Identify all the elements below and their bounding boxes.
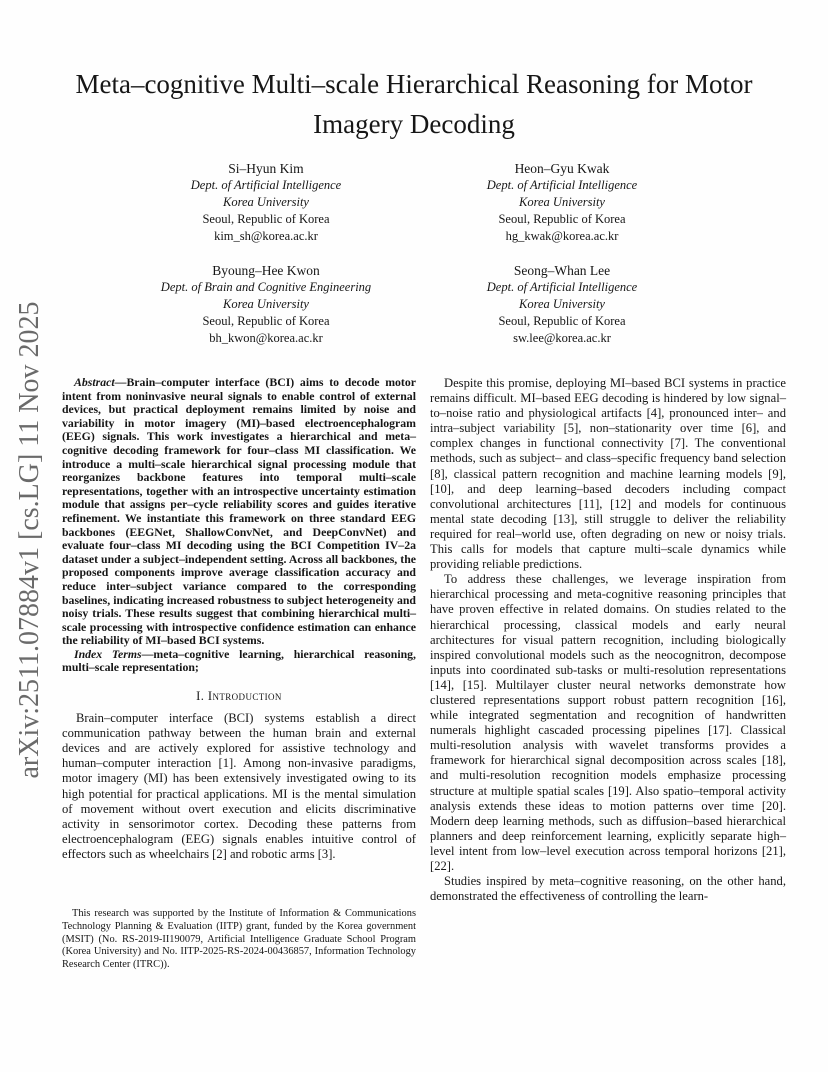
- author-email: kim_sh@korea.ac.kr: [214, 229, 318, 243]
- left-column: [62, 376, 416, 862]
- paper-title: Meta–cognitive Multi–scale Hierarchical Reasoning for Motor Imagery Decoding: [75, 69, 753, 139]
- author-university: Korea University: [519, 297, 605, 311]
- author-university: Korea University: [519, 195, 605, 209]
- author-department: Dept. of Brain and Cognitive Engineering: [160, 280, 372, 294]
- index-terms-label: Index Terms: [74, 646, 142, 661]
- author-email: sw.lee@korea.ac.kr: [513, 331, 611, 345]
- author-email: hg_kwak@korea.ac.kr: [505, 229, 619, 243]
- author-department: Dept. of Artificial Intelligence: [190, 178, 342, 192]
- author-location: Seoul, Republic of Korea: [498, 314, 626, 328]
- author-email: bh_kwon@korea.ac.kr: [209, 331, 323, 345]
- authors-row-1: [0, 160, 828, 245]
- author-block-3: [121, 262, 411, 347]
- author-block-1: [121, 160, 411, 245]
- body-paragraph: Despite this promise, deploying MI–based BCI systems in practice remains difficult. MI–based EEG decoding is hindered by low signal–to–noise ratio and physiological artifacts [4], pronounced inter– and intra–subject variability [5], non–stationarity over time [6], and complex changes in functional connectivity [7]. The conventional methods, such as subject– and class–specific frequency band selection [8], classical pattern recognition and machine learning models [9], [10], and deep learning–based decoders including compact convolutional architectures [11], [12] and models for continuous mental state decoding [13], still struggle to deliver the reliability required for real–world use, often degrading on new or noisy trials. This calls for models that capture multi–scale dynamics while providing reliable predictions.: [430, 376, 786, 572]
- authors-row-2: [0, 262, 828, 347]
- author-department: Dept. of Artificial Intelligence: [486, 280, 638, 294]
- section-heading-introduction: I. Introduction: [196, 689, 282, 704]
- intro-paragraph: Brain–computer interface (BCI) systems establish a direct communication pathway between the human brain and external devices and are actively explored for assistive technology and human–computer interaction [1]. Among non-invasive paradigms, motor imagery (MI) has been extensively investigated owing to its high potential for practical applications. MI is the mental simulation of movement without overt execution and elicits discriminative activity in sensorimotor cortex. Decoding these patterns from electroencephalogram (EEG) signals enables intuitive control of effectors such as wheelchairs [2] and robotic arms [3].: [62, 711, 416, 861]
- funding-footnote: This research was supported by the Institute of Information & Communications Technology Planning & Evaluation (IITP) grant, funded by the Korea government (MSIT) (No. RS-2019-II190079, Artificial Intelligence Graduate School Program (Korea University) and No. IITP-2025-RS-2024-00436857, Information Technology Research Center (ITRC)).: [62, 908, 416, 971]
- author-block-2: [417, 160, 707, 245]
- author-university: Korea University: [223, 297, 309, 311]
- author-location: Seoul, Republic of Korea: [202, 314, 330, 328]
- author-location: Seoul, Republic of Korea: [498, 212, 626, 226]
- author-department: Dept. of Artificial Intelligence: [486, 178, 638, 192]
- author-location: Seoul, Republic of Korea: [202, 212, 330, 226]
- author-name: Byoung–Hee Kwon: [212, 263, 320, 278]
- author-name: Si–Hyun Kim: [228, 161, 304, 176]
- author-name: Seong–Whan Lee: [513, 263, 611, 278]
- author-university: Korea University: [223, 195, 309, 209]
- body-paragraph: To address these challenges, we leverage inspiration from hierarchical processing and meta-cognitive reasoning principles that have proven effective in related domains. On studies related to the hierarchical processing, classical models and early neural architectures for visual pattern recognition, including biologically inspired convolutional models such as the neocognitron, decompose inputs into coordinated sub-tasks or multi-resolution representations [14], [15]. Multilayer cluster neural networks demonstrate how clustered representations support robust pattern recognition [16], while integrated segmentation and recognition of handwritten numerals highlight cascaded processing pipelines [17]. Classical multi-resolution analysis with wavelet transforms provides a framework for hierarchical signal decomposition across scales [18], and multi-resolution recognition models emphasize processing structure at multiple spatial scales [19]. Also spatio–temporal activity analysis extends these ideas to motion patterns over time [20]. Modern deep learning methods, such as diffusion–based hierarchical planners and deep reinforcement learning, explicitly separate high–level intent from low–level execution across temporal horizons [21], [22].: [430, 572, 786, 873]
- arxiv-watermark: arXiv:2511.07884v1 [cs.LG] 11 Nov 2025: [14, 301, 45, 779]
- index-terms: [62, 648, 416, 675]
- abstract-label: Abstract: [74, 375, 115, 389]
- author-name: Heon–Gyu Kwak: [514, 161, 610, 176]
- abstract: [62, 376, 416, 648]
- author-block-4: [417, 262, 707, 347]
- abstract-text: —Brain–computer interface (BCI) aims to decode motor intent from noninvasive neural signals to enable control of external devices, but practical deployment remains limited by noise and variability in motor imagery (MI)–based electroencephalogram (EEG) signals. This work investigates a hierarchical and meta–cognitive decoding framework for four–class MI classification. We introduce a multi–scale hierarchical signal processing module that reorganizes backbone features into temporal multi–scale representations, together with an introspective uncertainty estimation module that assigns per–cycle reliability scores and guides iterative refinement. We instantiate this framework on three standard EEG backbones (EEGNet, ShallowConvNet, and DeepConvNet) and evaluate four–class MI decoding using the BCI Competition IV–2a dataset under a subject–independent setting. Across all backbones, the proposed components improve average classification accuracy and reduce inter–subject variance compared to the corresponding baselines, indicating increased robustness to subject heterogeneity and noisy trials. These results suggest that combining hierarchical multi–scale processing with introspective confidence estimation can enhance the reliability of MI–based BCI systems.: [62, 375, 416, 648]
- right-column: [430, 376, 786, 904]
- index-terms-text: —meta–cognitive learning, hierarchical reasoning, multi–scale representation;: [62, 646, 416, 675]
- body-paragraph: Studies inspired by meta–cognitive reasoning, on the other hand, demonstrated the effectiveness of controlling the learn-: [430, 874, 786, 904]
